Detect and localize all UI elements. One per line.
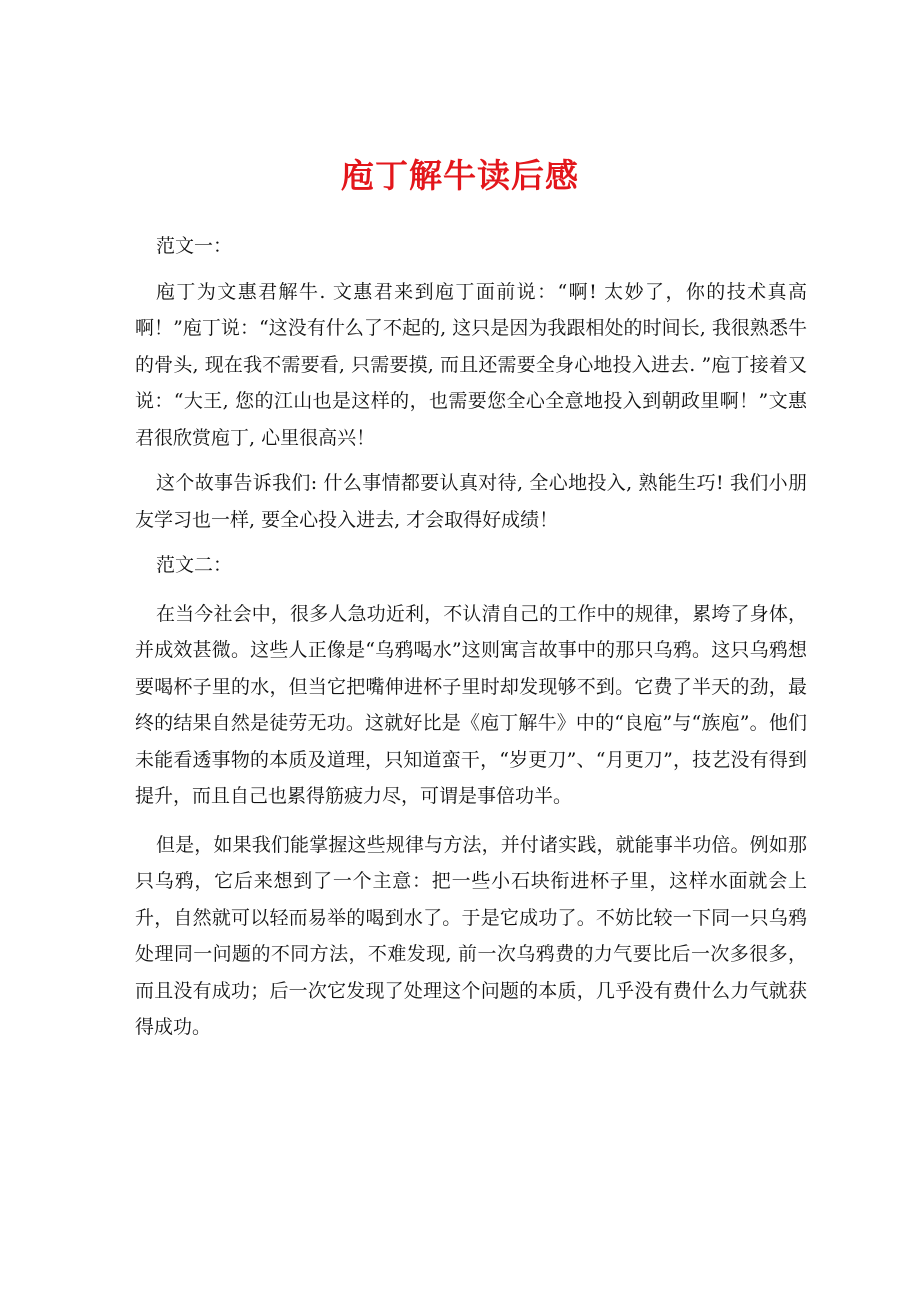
paragraph-method: 但是，如果我们能掌握这些规律与方法，并付诸实践，就能事半功倍。例如那只乌鸦，它后来想到了一个主意：把一些小石块衔进杯子里，这样水面就会上升，自然就可以轻而易举的喝到水了。于是它成功了。不妨比较一下同一只乌鸦处理同一问题的不同方法，不难发现, 前一次乌鸦费的力气要比后一次多很多，而且没有成功；后一次它发现了处理这个问题的本质，几乎没有费什么力气就获得成功。 [135, 833, 807, 1038]
paragraph-crow-analogy: 在当今社会中，很多人急功近利，不认清自己的工作中的规律，累垮了身体，并成效甚微。这些人正像是“乌鸦喝水”这则寓言故事中的那只乌鸦。这只乌鸦想要喝杯子里的水，但当它把嘴伸进杯子里时却发现够不到。它费了半天的劲，最终的结果自然是徒劳无功。这就好比是《庖丁解牛》中的“良庖”与“族庖”。他们未能看透事物的本质及道理，只知道蛮干，“岁更刀”、“月更刀”，技艺没有得到提升，而且自己也累得筋疲力尽，可谓是事倍功半。 [135, 602, 807, 807]
document-body [135, 228, 807, 1046]
section-label-sample-2: 范文二： [156, 554, 233, 576]
paragraph-lesson: 这个故事告诉我们: 什么事情都要认真对待, 全心地投入, 熟能生巧! 我们小朋友学习也一样, 要全心投入进去, 才会取得好成绩！ [135, 472, 807, 531]
section-label-sample-1: 范文一： [156, 235, 233, 257]
paragraph-story: 庖丁为文惠君解牛. 文惠君来到庖丁面前说：“啊! 太妙了，你的技术真高啊！”庖丁说：“这没有什么了不起的, 这只是因为我跟相处的时间长, 我很熟悉牛的骨头, 现在我不需要看, 只需要摸, 而且还需要全身心地投入进去. ”庖丁接着又说：“大王, 您的江山也是这样的，也需要您全心全意地投入到朝政里啊！”文惠君很欣赏庖丁, 心里很高兴！ [135, 280, 807, 449]
document-title: 庖丁解牛读后感 [341, 156, 579, 196]
